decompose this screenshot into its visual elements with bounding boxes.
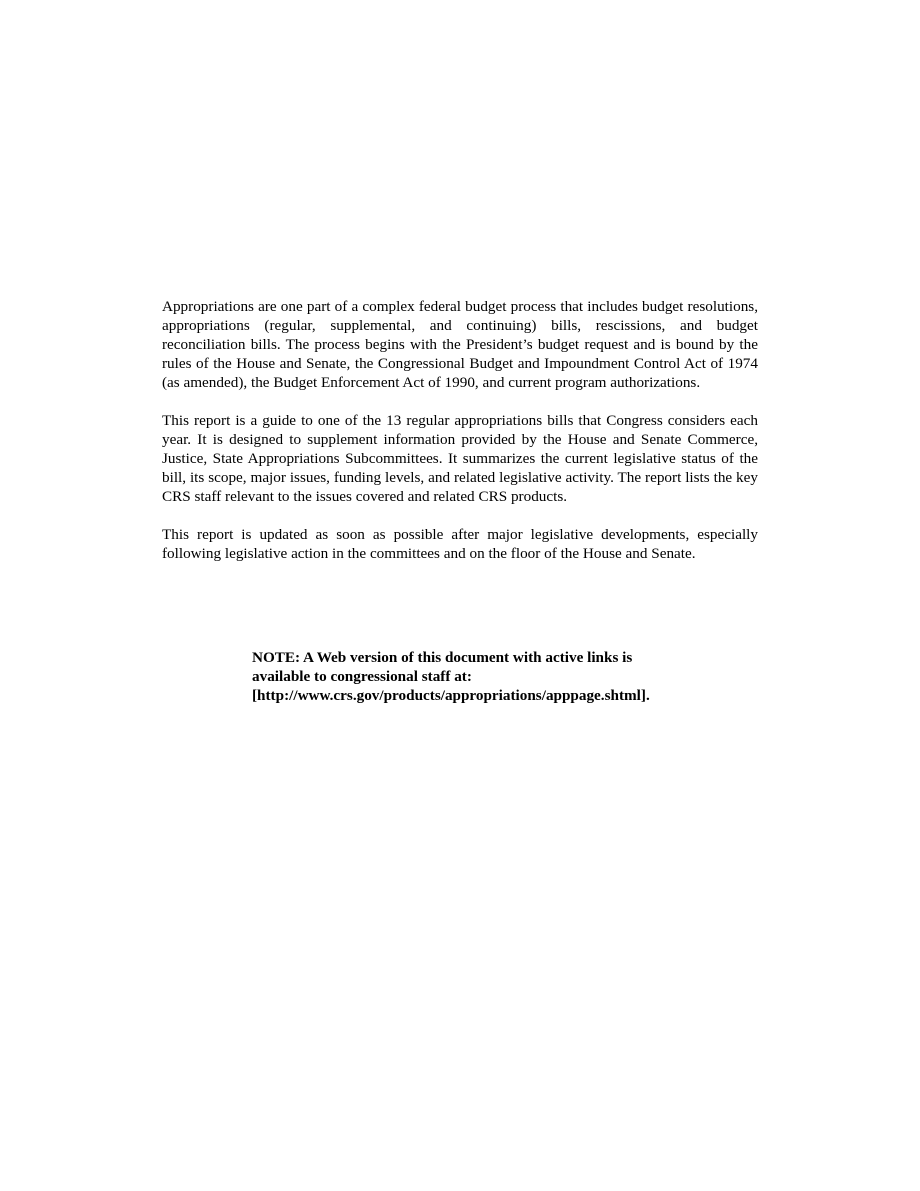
body-text [162,297,758,582]
web-version-note [252,648,712,705]
paragraph-update-policy: This report is updated as soon as possible after major legislative developments, especially following legislative action in the committees and on the floor of the House and Senate. [162,526,758,562]
paragraph-report-guide: This report is a guide to one of the 13 regular appropriations bills that Congress considers each year. It is designed to supplement information provided by the House and Senate Commerce, Justice, State Appropriations Subcommittees. It summarizes the current legislative status of the bill, its scope, major issues, funding levels, and related legislative activity. The report lists the key CRS staff relevant to the issues covered and related CRS products. [162,412,758,505]
paragraph-budget-process: Appropriations are one part of a complex federal budget process that includes budget resolutions, appropriations (regular, supplemental, and continuing) bills, rescissions, and budget reconciliation bills. The process begins with the President’s budget request and is bound by the rules of the House and Senate, the Congressional Budget and Impoundment Control Act of 1974 (as amended), the Budget Enforcement Act of 1990, and current program authorizations. [162,298,758,391]
note-line-1: NOTE: A Web version of this document with active links is [252,649,633,666]
note-line-2: available to congressional staff at: [252,668,472,685]
note-url: [http://www.crs.gov/products/appropriations/apppage.shtml]. [252,687,650,704]
